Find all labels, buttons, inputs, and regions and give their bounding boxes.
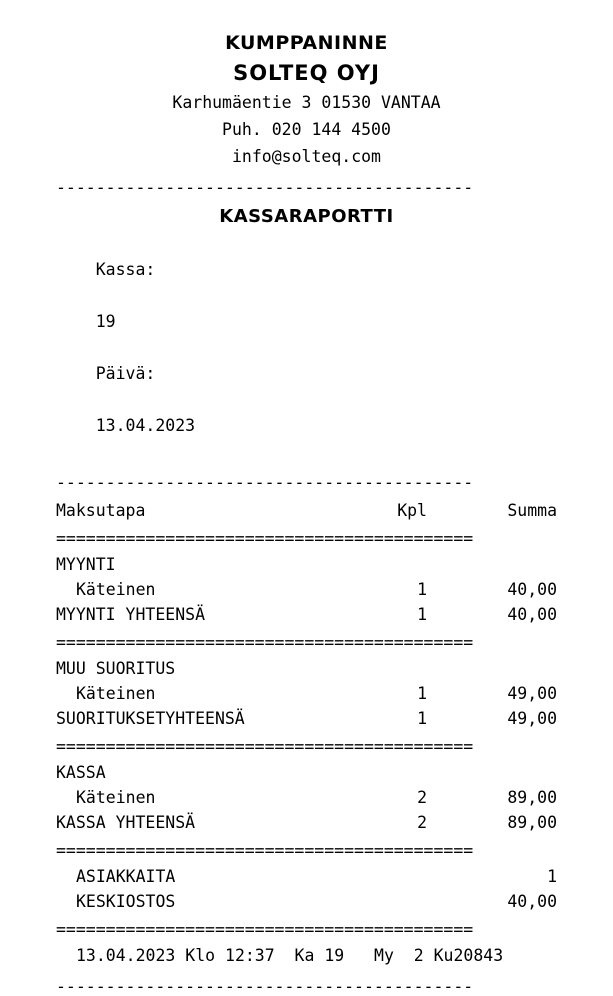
table-row [56, 681, 557, 706]
row-label: Käteinen [76, 684, 156, 703]
column-header-sum: Summa [507, 501, 557, 520]
divider-equals-1: ========================================== [56, 529, 474, 548]
divider-dashes-bottom: ------------------------------------------ [56, 977, 474, 996]
row-sum: 40,00 [507, 580, 557, 599]
section-heading: MUU SUORITUS [56, 659, 176, 678]
company-address: Karhumäentie 3 01530 VANTAA [172, 93, 441, 112]
company-phone: Puh. 020 144 4500 [222, 120, 391, 139]
row-sum: 49,00 [507, 709, 557, 728]
column-header-method: Maksutapa [56, 501, 146, 520]
table-row [56, 785, 557, 810]
row-label: Käteinen [76, 788, 156, 807]
report-section [56, 760, 557, 835]
date-value: 13.04.2023 [95, 416, 196, 435]
row-sum: 40,00 [507, 892, 557, 911]
table-row [56, 577, 557, 602]
table-row [56, 864, 557, 889]
table-row [56, 706, 557, 731]
report-title: KASSARAPORTTI [219, 206, 394, 227]
table-row [56, 602, 557, 627]
report-section [56, 552, 557, 627]
report-meta [56, 231, 557, 465]
divider-equals-5: ========================================== [56, 920, 474, 939]
row-label: MYYNTI YHTEENSÄ [56, 605, 206, 624]
row-sum: 89,00 [507, 813, 557, 832]
section-heading: MYYNTI [56, 555, 116, 574]
row-sum: 89,00 [507, 788, 557, 807]
column-headers [56, 498, 557, 523]
row-label: Käteinen [76, 580, 156, 599]
date-label: Päivä: [95, 364, 156, 383]
row-qty: 1 [417, 580, 427, 599]
table-row [56, 810, 557, 835]
divider-equals-4: ========================================== [56, 841, 474, 860]
register-label: Kassa: [95, 260, 156, 279]
register-value: 19 [95, 312, 116, 331]
company-name: SOLTEQ OYJ [233, 61, 380, 85]
row-sum: 49,00 [507, 684, 557, 703]
row-label: SUORITUKSETYHTEENSÄ [56, 709, 245, 728]
divider-dashes-top: ------------------------------------------ [56, 178, 474, 197]
row-qty: 1 [417, 684, 427, 703]
totals-section [56, 864, 557, 914]
row-qty [317, 889, 427, 914]
table-row [56, 889, 557, 914]
receipt-footer: 13.04.2023 Klo 12:37 Ka 19 My 2 Ku20843 [76, 946, 504, 965]
row-qty: 2 [417, 813, 427, 832]
row-sum: 1 [547, 867, 557, 886]
row-label: KASSA YHTEENSÄ [56, 813, 196, 832]
column-header-qty: Kpl [397, 501, 427, 520]
company-email: info@solteq.com [231, 147, 381, 166]
receipt-header [56, 28, 557, 170]
row-qty [317, 864, 427, 889]
row-sum: 40,00 [507, 605, 557, 624]
shop-name: KUMPPANINNE [225, 32, 388, 54]
divider-equals-3: ========================================== [56, 737, 474, 756]
divider-dashes-meta: ------------------------------------------ [56, 473, 474, 492]
report-section [56, 656, 557, 731]
row-label: ASIAKKAITA [76, 867, 176, 886]
section-heading: KASSA [56, 763, 106, 782]
divider-equals-2: ========================================== [56, 633, 474, 652]
row-label: KESKIOSTOS [76, 892, 176, 911]
row-qty: 1 [417, 605, 427, 624]
row-qty: 1 [417, 709, 427, 728]
row-qty: 2 [417, 788, 427, 807]
